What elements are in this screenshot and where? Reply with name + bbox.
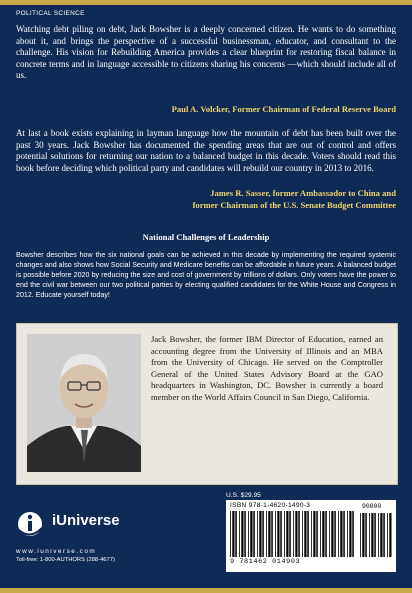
volcker-quote: Watching debt piling on debt, Jack Bowsher is a deeply concerned citizen. He wants to do something about it, and brings the perspective of a successful businessman, educator, and consultant to the challenge. His vision for Rebuilding America provides a clear blueprint for restoring fiscal balance in concrete terms and in language accessible to citizens sharing his concerns —which should include all of us.: [16, 24, 396, 81]
publisher-logo: [16, 510, 120, 543]
section-title: National Challenges of Leadership: [142, 232, 270, 242]
isbn-label: ISBN 978-1-4620-1490-3: [230, 502, 311, 509]
publisher-url: www.iuniverse.com: [16, 548, 97, 555]
author-bio-box: [16, 323, 398, 485]
price-label: U.S. $29.95: [226, 492, 261, 499]
barcode-addon-number: 90000: [362, 503, 382, 510]
barcode-number: 9 781462 014903: [230, 558, 301, 566]
author-photo: [27, 334, 141, 472]
addon-barcode: [360, 513, 392, 557]
volcker-attribution: Paul A. Volcker, Former Chairman of Federal Reserve Board: [171, 104, 396, 114]
book-description: Bowsher describes how the six national goals can be achieved in this decade by implementing the required systemic changes and also shows how Social Security and Medicare benefits can be affordable in future years. A balanced budget is possible before 2020 by reducing the size and cost of government by trillions of dollars. Only voters have the power to end the civil war between our two political parties by electing qualified candidates for the White House and Congress in 2012. Educate yourself today!: [16, 251, 396, 300]
sasser-attribution-line1: James R. Sasser, former Ambassador to China and: [210, 188, 396, 198]
publisher-phone: Toll-free: 1-800-AUTHORS (288-4677): [16, 557, 115, 563]
ean-barcode: [230, 511, 356, 557]
author-portrait-image: [27, 334, 141, 472]
barcode-panel: [226, 500, 396, 572]
category-label: POLITICAL SCIENCE: [16, 10, 85, 17]
sasser-attribution-line2: former Chairman of the U.S. Senate Budget Committee: [192, 200, 396, 210]
iuniverse-logo-icon: [16, 510, 48, 538]
author-bio: Jack Bowsher, the former IBM Director of Education, earned an accounting degree from the University of Illinois and an MBA from the University of Chicago. He served on the Comptroller General of the United States Advisory Board at the GAO headquarters in Washington, DC. Bowsher is currently a board member on the World Affairs Council in San Diego, California.: [151, 334, 383, 402]
sasser-quote: At last a book exists explaining in layman language how the mountain of debt has been built over the past 30 years. Jack Bowsher has documented the spending areas that are out of control and offers potential solutions for returning our nation to a balanced budget in this decade. Voters should read this book before deciding which political party and candidates will rebuild our country in 2013 to 2016.: [16, 128, 396, 173]
bottom-gold-rule: [0, 588, 412, 593]
publisher-name: iUniverse: [52, 512, 120, 529]
top-gold-rule: [0, 0, 412, 5]
